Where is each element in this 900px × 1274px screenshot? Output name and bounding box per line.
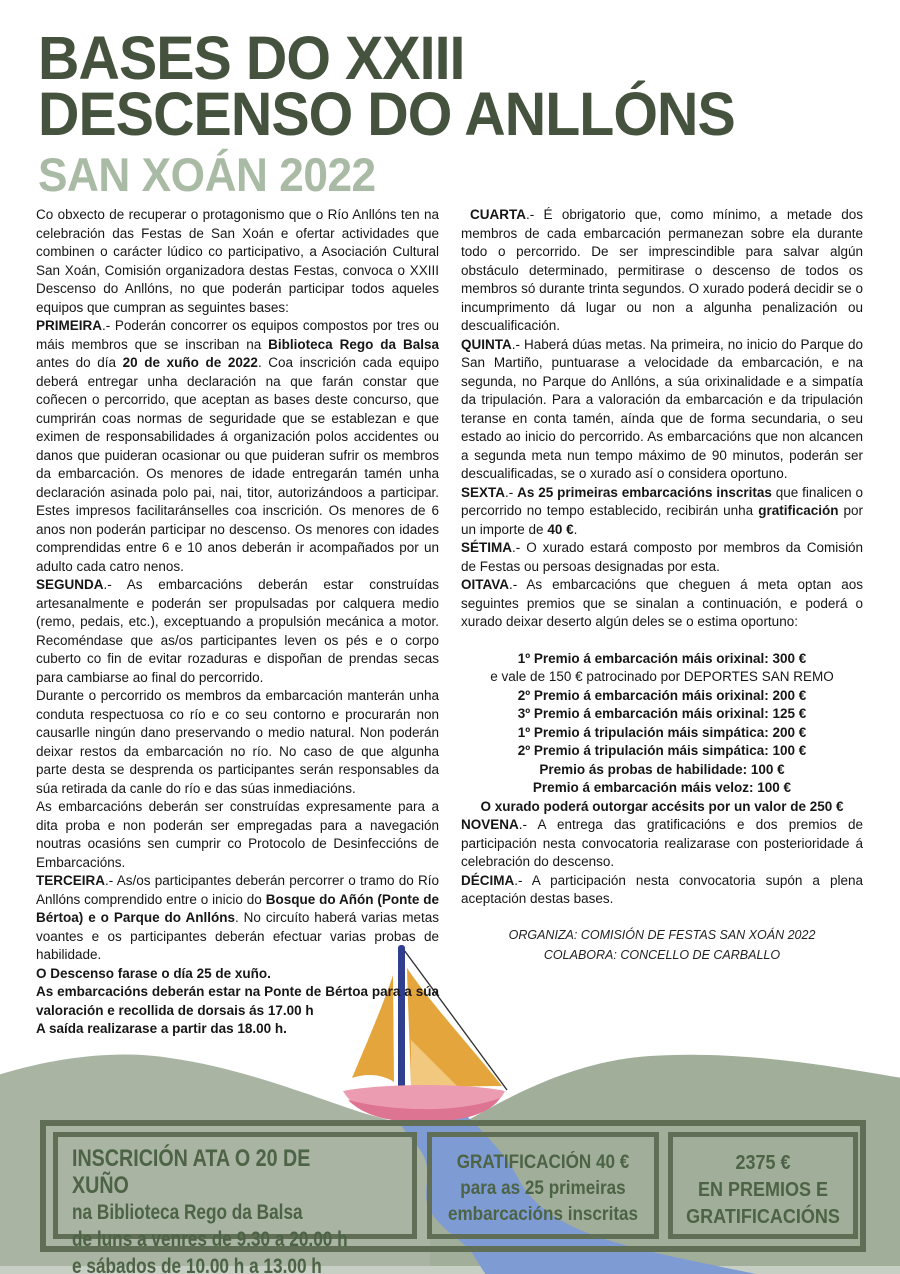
prize-line: 2º Premio á tripulación máis simpática: 100 € xyxy=(517,743,807,758)
setima-paragraph: SÉTIMA.- O xurado estará composto por membros da Comisión de Festas ou persoas designadas por esta. xyxy=(461,540,863,574)
segunda-paragraph-c: As embarcacións deberán ser construídas expresamente para a dita proba e non poderán ser empregadas para a navegación noutras ocasións sen cumprir co Protocolo de Desinfeccións de Embarcacións. xyxy=(36,799,439,870)
inscription-box-text xyxy=(72,1145,351,1274)
terceira-paragraph-c: As embarcacións deberán estar na Ponte de Bértoa para a súa valoración e recollida de dorsais ás 17.00 h xyxy=(36,984,439,1018)
segunda-paragraph-a: SEGUNDA.- As embarcacións deberán estar construídas artesanalmente e poderán ser propulsadas por calquera medio (remo, pedais, etc.), exceptuando a propulsión mecánica a motor. Recoméndase que as/os participantes leven os pés e o corpo cuberto co fin de evitar rozaduras e dispoñan de prendas secas para cambiarse ao final do percorrido. xyxy=(36,577,439,685)
gratification-line: para as 25 primeiras xyxy=(460,1178,626,1199)
terceira-paragraph-b: O Descenso farase o día 25 de xuño. xyxy=(36,965,271,981)
oitava-paragraph: OITAVA.- As embarcacións que cheguen á meta optan aos seguintes premios que se sinalan a continuación, e poderá o xurado deixar deserto algún deles se o estima oportuno: xyxy=(461,577,863,629)
gratification-line: GRATIFICACIÓN 40 € xyxy=(456,1152,630,1173)
gratification-box xyxy=(427,1132,659,1239)
page-title xyxy=(38,24,779,148)
prizes-total-line: GRATIFICACIÓNS xyxy=(686,1206,840,1228)
prize-line: Premio á embarcación máis veloz: 100 € xyxy=(532,780,792,795)
title-line-2: DESCENSO DO ANLLÓNS xyxy=(38,80,735,148)
prizes-total-line: EN PREMIOS E xyxy=(697,1179,829,1201)
prizes-total-line: 2375 € xyxy=(735,1152,791,1174)
inscription-line: INSCRICIÓN ATA O 20 DE XUÑO xyxy=(72,1145,311,1199)
prize-line: 2º Premio á embarcación máis orixinal: 200 € xyxy=(517,687,807,703)
cuarta-paragraph: CUARTA.- É obrigatorio que, como mínimo, a metade dos membros de cada embarcación permanezan sobre ela durante todo o percorrido. De ser imprescindible para salvar algún obstáculo determinado, permitirase o descenso de todos os membros só durante trinta segundos. O xurado poderá decidir se o incumprimento dá lugar ou non a algunha penalización ou descualificación. xyxy=(461,207,863,333)
primeira-paragraph: PRIMEIRA.- Poderán concorrer os equipos compostos por tres ou máis membros que se inscriban na Biblioteca Rego da Balsa antes do día 20 de xuño de 2022. Coa inscrición cada equipo deberá entregar unha declaración na que farán constar que coñecen o percorrido, que aceptan as bases deste concurso, que cumprirán coas normas de seguridade que se establezan e que eximen de responsabilidades á organización polos accidentes ou danos que puideran ocasionar ou que puideran sufrir os membros da embarcación. Os menores de idade entregarán tamén unha declaración asinada polo pai, nai, titor, autorizándoos a participar. Estes impresos facilitaránselles coa inscrición. Os menores de 6 anos non poderán participar no descenso. Os menores con idades comprendidas entre 6 e 10 anos deberán ir acompañados por un adulto cada catro nenos. xyxy=(36,318,440,574)
inscription-line: na Biblioteca Rego da Balsa xyxy=(72,1201,303,1224)
sexta-paragraph: SEXTA.- As 25 primeiras embarcacións inscritas que finalicen o percorrido no tempo establecido, recibirán unha gratificación por un importe de 40 €. xyxy=(461,484,864,537)
segunda-paragraph-b: Durante o percorrido os membros da embarcación manterán unha conduta respectuosa co río e co seu contorno e procurarán non causarlle ningún dano preservando o medio natural. Non poderán deixar restos da embarcación no río. No caso de que algunha parte desta se desprenda os participantes serán responsables da súa retirada da canle do río e das súas inmediacións. xyxy=(36,688,439,796)
page-subtitle: SAN XOÁN 2022 xyxy=(38,148,376,201)
organiza-line: ORGANIZA: COMISIÓN DE FESTAS SAN XOÁN 2022 xyxy=(508,927,816,942)
prize-line: 1º Premio á embarcación máis orixinal: 300 € xyxy=(517,650,807,666)
colabora-line: COLABORA: CONCELLO DE CARBALLO xyxy=(543,947,781,962)
terceira-paragraph-d: A saída realizarase a partir das 18.00 h. xyxy=(36,1021,287,1036)
gratification-line: embarcacións inscritas xyxy=(447,1204,639,1225)
title-line-1: BASES DO XXIII xyxy=(38,24,465,92)
right-column xyxy=(461,206,863,965)
gratification-box-text xyxy=(443,1150,643,1228)
prize-line: 1º Premio á tripulación máis simpática: 200 € xyxy=(517,724,807,740)
prizes-total-box-text xyxy=(682,1150,844,1231)
intro-paragraph: Co obxecto de recuperar o protagonismo que o Río Anllóns ten na celebración das Festas de San Xoán e ofertar actividades que combinen o carácter lúdico co participativo, a Asociación Cultural San Xoán, Comisión organizadora destas Festas, convoca o XXIII Descenso do Anllóns, no que poderán participar todos aqueles equipos que cumpran as seguintes bases: xyxy=(36,207,439,315)
novena-paragraph: NOVENA.- A entrega das gratificacións e dos premios de participación nesta convocatoria realizarase con posterioridade á celebración do descenso. xyxy=(461,817,863,869)
decima-paragraph: DÉCIMA.- A participación nesta convocatoria supón a plena aceptación destas bases. xyxy=(461,872,863,906)
prize-line: e vale de 150 € patrocinado por DEPORTES SAN REMO xyxy=(490,669,834,684)
prize-line: Premio ás probas de habilidade: 100 € xyxy=(539,761,785,777)
prize-line: 3º Premio á embarcación máis orixinal: 125 € xyxy=(517,706,807,721)
prizes-total-box xyxy=(668,1132,858,1239)
inscription-box xyxy=(53,1132,417,1274)
inscription-line: e sábados de 10.00 h a 13.00 h xyxy=(72,1255,322,1274)
credits xyxy=(461,925,863,965)
footer-frame xyxy=(40,1120,866,1274)
prize-list xyxy=(461,650,863,817)
left-column xyxy=(36,206,439,1039)
inscription-line: de luns a venres de 9.30 a 20.00 h xyxy=(72,1228,348,1251)
quinta-paragraph: QUINTA.- Haberá dúas metas. Na primeira, no inicio do Parque do San Martiño, puntuarase a velocidade da embarcación, e na segunda, no Parque do Anllóns, a súa orixinalidade e a simpatía da tripulación. Para a valoración da embarcación e da tripulación teranse en conta tamén, aínda que de forma secundaria, o seu estado ao inicio do percorrido. As embarcacións que non alcancen a segunda meta nun tempo máximo de 90 minutos, poderán ser descualificadas, se o xurado así o considera oportuno. xyxy=(461,336,863,481)
prize-line: O xurado poderá outorgar accésits por un valor de 250 € xyxy=(480,798,844,814)
terceira-paragraph-a: TERCEIRA.- As/os participantes deberán percorrer o tramo do Río Anllóns comprendido entre o inicio do Bosque do Añón (Ponte de Bértoa) e o Parque do Anllóns. No circuíto haberá varias metas voantes e os participantes deberán efectuar varias probas de habilidade. xyxy=(36,873,439,962)
